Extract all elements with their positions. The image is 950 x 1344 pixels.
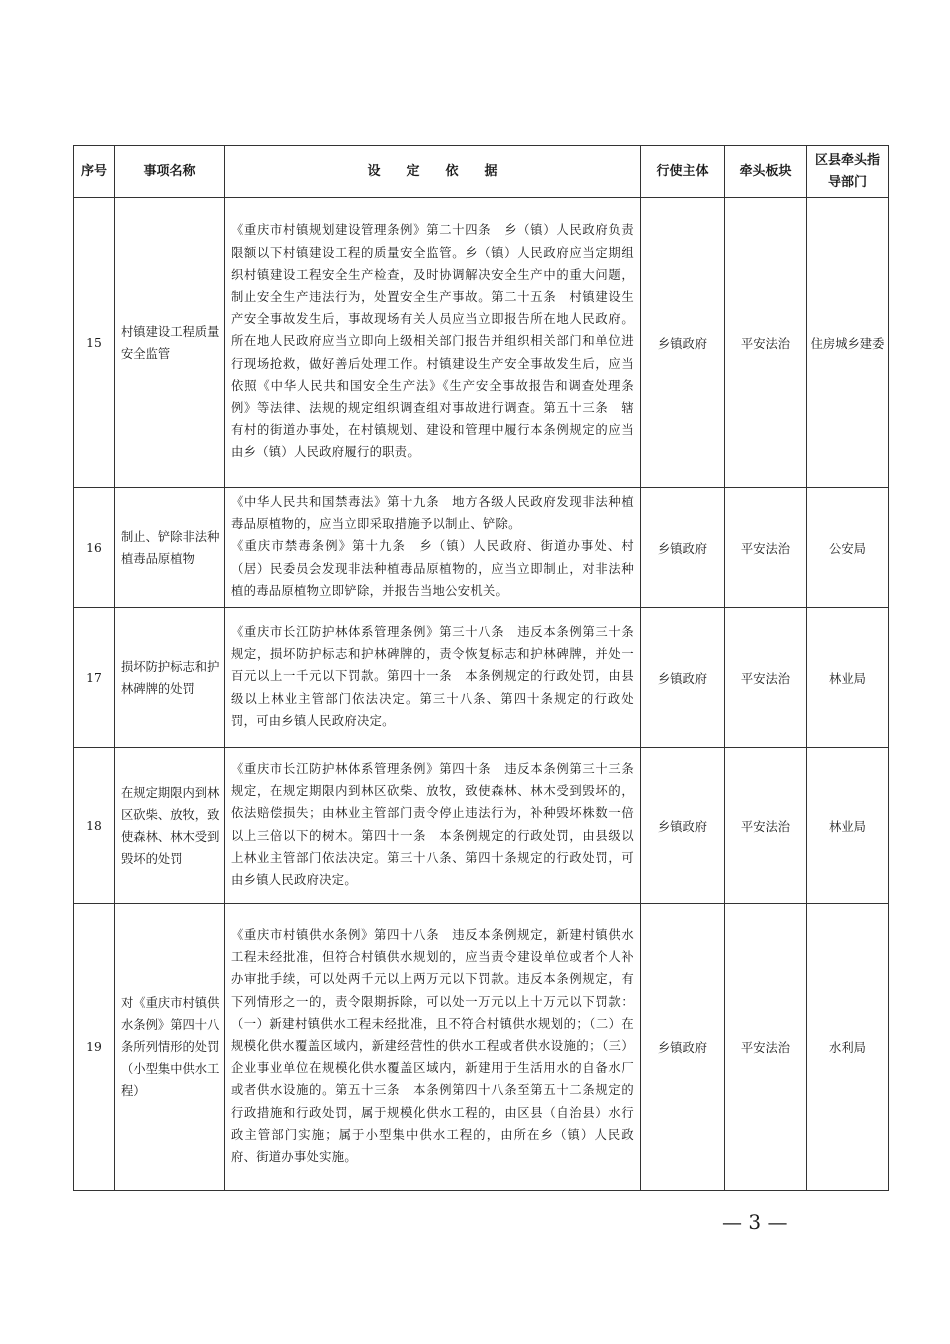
row-dept: 林业局: [807, 748, 889, 904]
row-lead: 平安法治: [725, 748, 807, 904]
row-dept: 林业局: [807, 608, 889, 748]
row-subject: 乡镇政府: [641, 608, 725, 748]
header-dept: 区县牵头指导部门: [807, 146, 889, 198]
header-num: 序号: [74, 146, 115, 198]
row-basis: [225, 748, 641, 904]
row-num: 16: [74, 488, 115, 608]
row-num: 19: [74, 904, 115, 1191]
row-subject: 乡镇政府: [641, 198, 725, 488]
header-lead: 牵头板块: [725, 146, 807, 198]
row-name: 制止、铲除非法种植毒品原植物: [115, 488, 225, 608]
table-row: [74, 608, 889, 748]
basis-paragraph: 《重庆市村镇规划建设管理条例》第二十四条 乡（镇）人民政府负责限额以下村镇建设工程的质量安全监管。乡（镇）人民政府应当定期组织村镇建设工程安全生产检查，及时协调解决安全生产中的重大问题，制止安全生产违法行为，处置安全生产事故。第二十五条 村镇建设生产安全事故发生后，事故现场有关人员应当立即报告所在地人民政府。所在地人民政府应当立即向上级相关部门报告并组织相关部门和单位进行现场抢救，做好善后处理工作。村镇建设生产安全事故发生后，应当依照《中华人民共和国安全生产法》《生产安全事故报告和调查处理条例》等法律、法规的规定组织调查组对事故进行调查。第五十三条 辖有村的街道办事处，在村镇规划、建设和管理中履行本条例规定的应当由乡（镇）人民政府履行的职责。: [231, 223, 634, 460]
basis-paragraph: 《重庆市村镇供水条例》第四十八条 违反本条例规定，新建村镇供水工程未经批准，但符合村镇供水规划的，应当责令建设单位或者个人补办审批手续，可以处两千元以上两万元以下罚款。违反本条例规定，有下列情形之一的，责令限期拆除，可以处一万元以上十万元以下罚款：（一）新建村镇供水工程未经批准，且不符合村镇供水规划的；（二）在规模化供水覆盖区域内，新建经营性的供水工程或者供水设施的；（三）企业事业单位在规模化供水覆盖区域内，新建用于生活用水的自备水厂或者供水设施的。第五十三条 本条例第四十八条至第五十二条规定的行政措施和行政处罚，属于规模化供水工程的，由区县（自治县）水行政主管部门实施；属于小型集中供水工程的，由所在乡（镇）人民政府、街道办事处实施。: [231, 927, 634, 1164]
row-basis: [225, 904, 641, 1191]
row-dept: 水利局: [807, 904, 889, 1191]
item-list-table: [73, 145, 889, 1191]
row-lead: 平安法治: [725, 488, 807, 608]
row-lead: 平安法治: [725, 904, 807, 1191]
header-basis: 设 定 依 据: [225, 146, 641, 198]
row-lead: 平安法治: [725, 198, 807, 488]
table-row: [74, 748, 889, 904]
row-basis: [225, 488, 641, 608]
basis-paragraph: 《重庆市长江防护林体系管理条例》第三十八条 违反本条例第三十条规定，损坏防护标志和护林碑牌的，责令恢复标志和护林碑牌，并处一百元以上一千元以下罚款。第四十一条 本条例规定的行政处罚，由县级以上林业主管部门依法决定。第三十八条、第四十条规定的行政处罚，可由乡镇人民政府决定。: [231, 625, 634, 728]
page-number: — 3 —: [722, 1210, 788, 1234]
table-row: [74, 198, 889, 488]
row-subject: 乡镇政府: [641, 488, 725, 608]
row-name: 在规定期限内到林区砍柴、放牧，致使森林、林木受到毁坏的处罚: [115, 748, 225, 904]
row-basis: [225, 198, 641, 488]
header-name: 事项名称: [115, 146, 225, 198]
row-num: 18: [74, 748, 115, 904]
basis-paragraph: 《中华人民共和国禁毒法》第十九条 地方各级人民政府发现非法种植毒品原植物的，应当立即采取措施予以制止、铲除。: [231, 495, 634, 532]
table-header-row: [74, 146, 889, 198]
table-row: [74, 488, 889, 608]
row-name: 损坏防护标志和护林碑牌的处罚: [115, 608, 225, 748]
row-subject: 乡镇政府: [641, 748, 725, 904]
row-basis: [225, 608, 641, 748]
row-dept: 公安局: [807, 488, 889, 608]
row-name: 对《重庆市村镇供水条例》第四十八条所列情形的处罚（小型集中供水工程）: [115, 904, 225, 1191]
basis-paragraph: 《重庆市长江防护林体系管理条例》第四十条 违反本条例第三十三条规定，在规定期限内到林区砍柴、放牧，致使森林、林木受到毁坏的，依法赔偿损失；由林业主管部门责令停止违法行为，补种毁坏株数一倍以上三倍以下的树木。第四十一条 本条例规定的行政处罚，由县级以上林业主管部门依法决定。第三十八条、第四十条规定的行政处罚，可由乡镇人民政府决定。: [231, 761, 634, 887]
header-subject: 行使主体: [641, 146, 725, 198]
basis-paragraph: 《重庆市禁毒条例》第十九条 乡（镇）人民政府、街道办事处、村（居）民委员会发现非法种植毒品原植物的，应当立即制止，对非法种植的毒品原植物立即铲除，并报告当地公安机关。: [231, 539, 634, 598]
row-num: 17: [74, 608, 115, 748]
row-num: 15: [74, 198, 115, 488]
table-row: [74, 904, 889, 1191]
row-lead: 平安法治: [725, 608, 807, 748]
row-subject: 乡镇政府: [641, 904, 725, 1191]
row-name: 村镇建设工程质量安全监管: [115, 198, 225, 488]
row-dept: 住房城乡建委: [807, 198, 889, 488]
